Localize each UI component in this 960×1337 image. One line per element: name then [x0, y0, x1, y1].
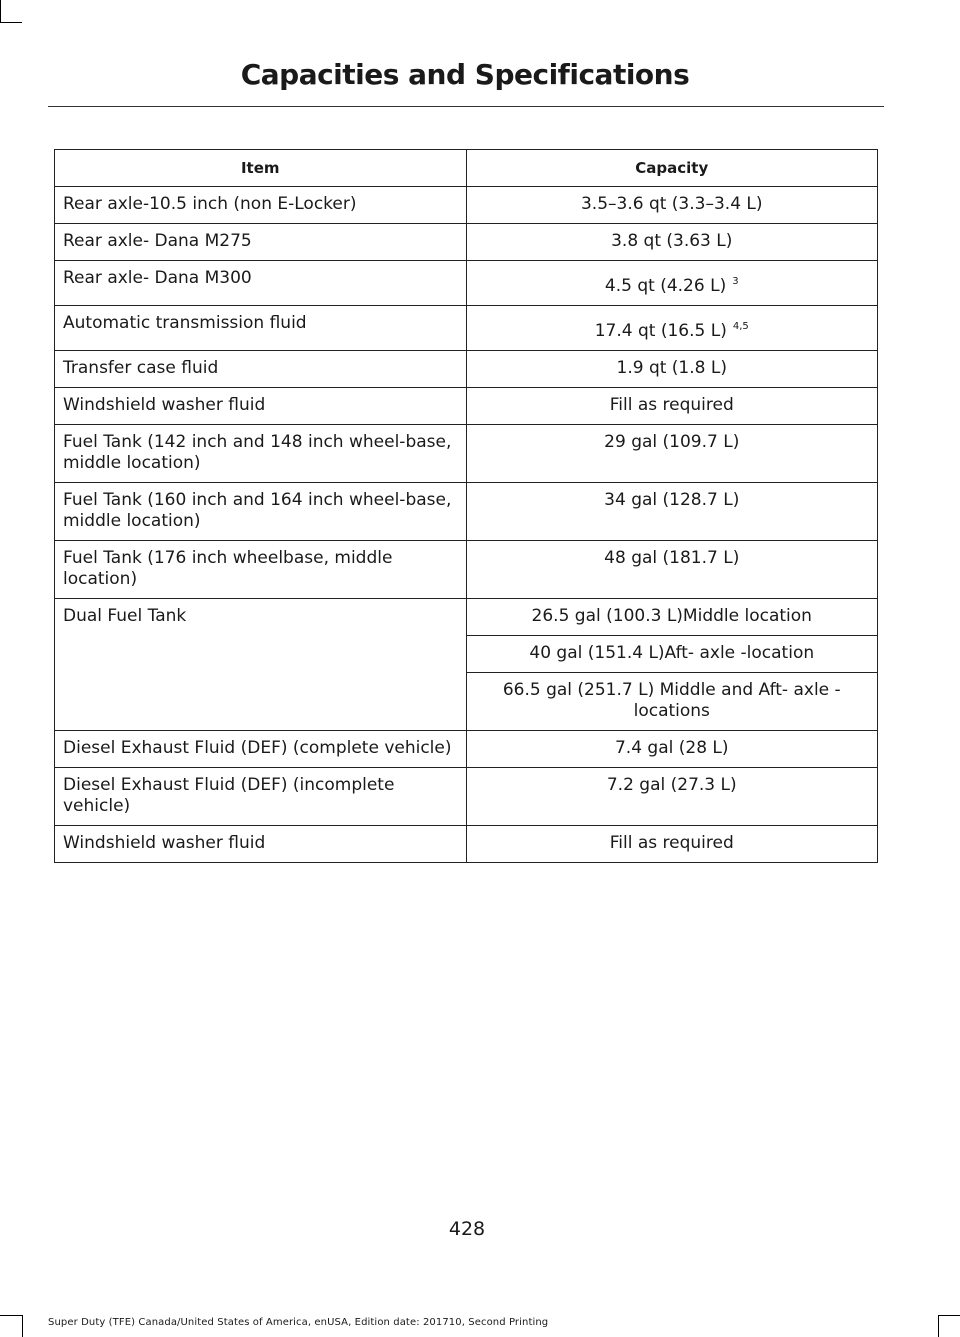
- crop-mark: [938, 1315, 939, 1337]
- capacity-cell: [466, 351, 878, 388]
- capacity-value: 29 gal (109.7 L): [604, 432, 740, 452]
- table-row: [55, 261, 878, 306]
- capacity-value: Fill as required: [609, 395, 734, 415]
- column-header-capacity: Capacity: [466, 150, 878, 187]
- capacity-cell: Fill as required: [466, 826, 878, 863]
- crop-mark: [0, 22, 22, 23]
- capacity-value: 3.8 qt (3.63 L): [611, 231, 733, 251]
- capacity-value: 48 gal (181.7 L): [604, 548, 740, 568]
- table-row: [55, 483, 878, 541]
- page-title: Capacities and Specifications: [240, 58, 690, 91]
- item-cell: Diesel Exhaust Fluid (DEF) (incomplete vehicle): [55, 768, 467, 826]
- table-row: [55, 826, 878, 863]
- item-cell: Windshield washer fluid: [55, 826, 467, 863]
- item-cell: Rear axle- Dana M275: [55, 224, 467, 261]
- capacity-cell: 7.2 gal (27.3 L): [466, 768, 878, 826]
- capacity-cell: 26.5 gal (100.3 L)Middle location: [466, 599, 878, 636]
- item-cell: Automatic transmission fluid: [55, 306, 467, 351]
- capacity-value: 1.9 qt (1.8 L): [616, 358, 727, 378]
- item-cell: Rear axle-10.5 inch (non E-Locker): [55, 187, 467, 224]
- footnote-marker: 3: [732, 276, 739, 288]
- footnote-marker: 4,5: [732, 321, 749, 333]
- capacity-value: 34 gal (128.7 L): [604, 490, 740, 510]
- table-row: [55, 731, 878, 768]
- table-row: [55, 351, 878, 388]
- table-header-row: [55, 150, 878, 187]
- crop-mark: [938, 1315, 960, 1316]
- capacity-cell: 7.4 gal (28 L): [466, 731, 878, 768]
- capacity-cell: [466, 306, 878, 351]
- capacity-cell: 40 gal (151.4 L)Aft- axle -location: [466, 636, 878, 673]
- capacity-cell: 66.5 gal (251.7 L) Middle and Aft- axle -locations: [466, 673, 878, 731]
- table-row: [55, 306, 878, 351]
- table-row: [55, 599, 878, 636]
- page-number: 428: [448, 1218, 486, 1240]
- item-cell: Diesel Exhaust Fluid (DEF) (complete vehicle): [55, 731, 467, 768]
- capacity-cell: [466, 541, 878, 599]
- capacities-table: [54, 149, 878, 863]
- table-row: [55, 768, 878, 826]
- capacity-value: 17.4 qt (16.5 L): [594, 321, 727, 341]
- column-header-item: Item: [55, 150, 467, 187]
- table-row: [55, 541, 878, 599]
- capacity-value: 3.5–3.6 qt (3.3–3.4 L): [580, 194, 763, 214]
- capacity-cell: [466, 425, 878, 483]
- item-cell: Transfer case fluid: [55, 351, 467, 388]
- item-cell: Dual Fuel Tank: [55, 599, 467, 731]
- capacity-cell: [466, 224, 878, 261]
- item-cell: Fuel Tank (160 inch and 164 inch wheel-base, middle location): [55, 483, 467, 541]
- capacity-value: 4.5 qt (4.26 L): [604, 276, 727, 296]
- crop-mark: [0, 1315, 22, 1316]
- title-rule: [48, 106, 884, 107]
- table-row: [55, 425, 878, 483]
- table-row: [55, 224, 878, 261]
- crop-mark: [0, 0, 1, 22]
- capacity-cell: [466, 261, 878, 306]
- table-row: [55, 187, 878, 224]
- item-cell: Windshield washer fluid: [55, 388, 467, 425]
- item-cell: Fuel Tank (176 inch wheelbase, middle location): [55, 541, 467, 599]
- crop-mark: [22, 1315, 23, 1337]
- item-cell: Fuel Tank (142 inch and 148 inch wheel-base, middle location): [55, 425, 467, 483]
- table-row: [55, 388, 878, 425]
- capacity-cell: [466, 187, 878, 224]
- edition-footer: Super Duty (TFE) Canada/United States of America, enUSA, Edition date: 201710, Second Printing: [48, 1317, 549, 1328]
- capacity-cell: [466, 483, 878, 541]
- capacity-cell: [466, 388, 878, 425]
- item-cell: Rear axle- Dana M300: [55, 261, 467, 306]
